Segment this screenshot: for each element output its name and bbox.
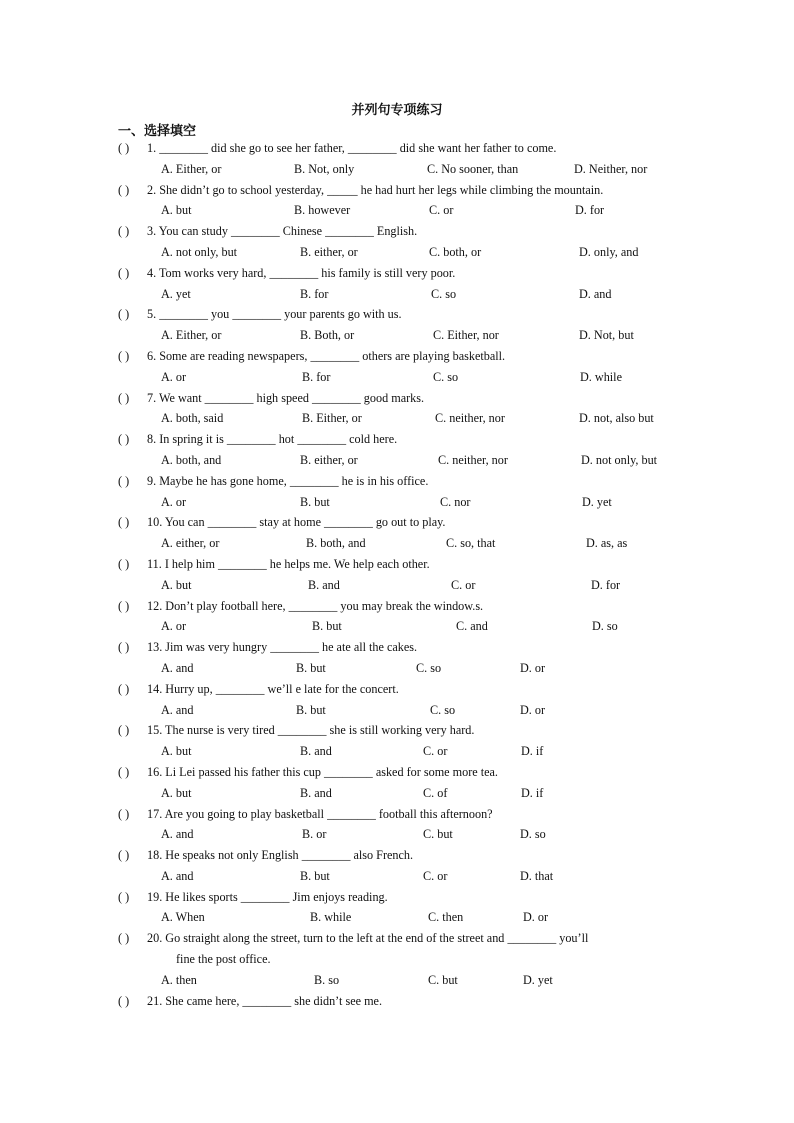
option-d[interactable]: D. not, also but bbox=[579, 411, 654, 426]
question-2 bbox=[118, 183, 688, 204]
option-d[interactable]: D. and bbox=[579, 286, 612, 301]
option-b[interactable]: B. both, and bbox=[306, 536, 366, 551]
page-title: 并列句专项练习 bbox=[351, 103, 443, 118]
question-stem: 14. Hurry up, ________ we’ll e late for the concert. bbox=[147, 681, 399, 696]
option-d[interactable]: D. so bbox=[520, 827, 546, 842]
options-row bbox=[118, 744, 688, 765]
question-stem: 8. In spring it is ________ hot ________ cold here. bbox=[147, 432, 398, 447]
option-b[interactable]: B. Not, only bbox=[294, 161, 355, 176]
question-stem: 2. She didn’t go to school yesterday, _____ he had hurt her legs while climbing the mountain. bbox=[147, 182, 604, 197]
option-d[interactable]: D. only, and bbox=[579, 244, 639, 259]
option-a[interactable]: A. but bbox=[161, 744, 192, 759]
options-row bbox=[118, 619, 688, 640]
question-list bbox=[118, 141, 688, 1014]
question-stem: 1. ________ did she go to see her father, ________ did she want her father to come. bbox=[147, 141, 557, 155]
options-row bbox=[118, 869, 688, 890]
option-b[interactable]: B. either, or bbox=[300, 452, 358, 467]
options-row bbox=[118, 203, 688, 224]
options-row bbox=[118, 370, 688, 391]
option-c[interactable]: C. neither, nor bbox=[435, 411, 505, 426]
option-d[interactable]: D. while bbox=[580, 369, 622, 384]
options-row bbox=[118, 162, 688, 183]
answer-blank[interactable]: ( ) bbox=[118, 993, 130, 1008]
options-row bbox=[118, 536, 688, 557]
answer-blank[interactable]: ( ) bbox=[118, 307, 130, 322]
answer-blank[interactable]: ( ) bbox=[118, 224, 130, 239]
option-b[interactable]: B. but bbox=[312, 619, 342, 634]
options-row bbox=[118, 910, 688, 931]
question-1 bbox=[118, 141, 688, 162]
question-stem: 15. The nurse is very tired ________ she is still working very hard. bbox=[147, 723, 475, 738]
option-c[interactable]: C. so bbox=[430, 702, 456, 717]
question-8 bbox=[118, 432, 688, 453]
option-d[interactable]: D. Neither, nor bbox=[574, 161, 648, 176]
answer-blank[interactable]: ( ) bbox=[118, 390, 130, 405]
answer-blank[interactable]: ( ) bbox=[118, 764, 130, 779]
option-b[interactable]: B. either, or bbox=[300, 244, 358, 259]
option-a[interactable]: A. and bbox=[161, 868, 194, 883]
option-d[interactable]: D. if bbox=[521, 785, 544, 800]
question-6 bbox=[118, 349, 688, 370]
option-b[interactable]: B. or bbox=[302, 827, 327, 842]
option-a[interactable]: A. and bbox=[161, 660, 194, 675]
answer-blank[interactable]: ( ) bbox=[118, 848, 130, 863]
options-row bbox=[118, 703, 688, 724]
question-stem: 4. Tom works very hard, ________ his family is still very poor. bbox=[147, 265, 456, 280]
options-row bbox=[118, 411, 688, 432]
option-a[interactable]: A. but bbox=[161, 785, 192, 800]
question-stem: 17. Are you going to play basketball ________ football this afternoon? bbox=[147, 806, 493, 821]
option-d[interactable]: D. or bbox=[520, 702, 546, 717]
option-b[interactable]: B. and bbox=[300, 785, 332, 800]
question-stem-continued: fine the post office. bbox=[176, 952, 271, 967]
option-b[interactable]: B. while bbox=[310, 910, 352, 925]
option-c[interactable]: C. then bbox=[428, 910, 464, 925]
answer-blank[interactable]: ( ) bbox=[118, 515, 130, 530]
question-7 bbox=[118, 391, 688, 412]
question-stem: 11. I help him ________ he helps me. We help each other. bbox=[147, 556, 430, 571]
answer-blank[interactable]: ( ) bbox=[118, 473, 130, 488]
options-row bbox=[118, 661, 688, 682]
option-a[interactable]: A. but bbox=[161, 577, 192, 592]
option-b[interactable]: B. but bbox=[300, 494, 330, 509]
options-row bbox=[118, 245, 688, 266]
options-row bbox=[118, 827, 688, 848]
option-a[interactable]: A. then bbox=[161, 972, 197, 987]
answer-blank[interactable]: ( ) bbox=[118, 265, 130, 280]
options-row bbox=[118, 453, 688, 474]
question-continuation bbox=[118, 952, 688, 973]
option-b[interactable]: B. and bbox=[308, 577, 340, 592]
option-a[interactable]: A. yet bbox=[161, 286, 191, 301]
question-20 bbox=[118, 931, 688, 952]
option-c[interactable]: C. but bbox=[428, 972, 458, 987]
option-a[interactable]: A. and bbox=[161, 827, 194, 842]
question-12 bbox=[118, 599, 688, 620]
answer-blank[interactable]: ( ) bbox=[118, 806, 130, 821]
option-a[interactable]: A. both, and bbox=[161, 452, 222, 467]
question-stem: 10. You can ________ stay at home ________ go out to play. bbox=[147, 515, 446, 530]
option-c[interactable]: C. or bbox=[451, 577, 476, 592]
question-9 bbox=[118, 474, 688, 495]
option-d[interactable]: D. that bbox=[520, 868, 554, 883]
question-stem: 13. Jim was very hungry ________ he ate all the cakes. bbox=[147, 640, 418, 655]
question-15 bbox=[118, 723, 688, 744]
option-a[interactable]: A. or bbox=[161, 369, 187, 384]
options-row bbox=[118, 328, 688, 349]
option-d[interactable]: D. for bbox=[575, 203, 605, 218]
option-d[interactable]: D. yet bbox=[523, 972, 553, 987]
question-16 bbox=[118, 765, 688, 786]
answer-blank[interactable]: ( ) bbox=[118, 141, 130, 155]
option-a[interactable]: A. either, or bbox=[161, 536, 220, 551]
option-c[interactable]: C. Either, nor bbox=[433, 328, 499, 343]
option-b[interactable]: B. so bbox=[314, 972, 340, 987]
option-c[interactable]: C. so bbox=[431, 286, 457, 301]
question-stem: 12. Don’t play football here, ________ you may break the window.s. bbox=[147, 598, 484, 613]
option-b[interactable]: B. but bbox=[300, 868, 330, 883]
question-11 bbox=[118, 557, 688, 578]
answer-blank[interactable]: ( ) bbox=[118, 556, 130, 571]
option-a[interactable]: A. When bbox=[161, 910, 205, 925]
option-a[interactable]: A. or bbox=[161, 494, 187, 509]
option-d[interactable]: D. Not, but bbox=[579, 328, 634, 343]
option-d[interactable]: D. not only, but bbox=[581, 452, 658, 467]
options-row bbox=[118, 786, 688, 807]
option-a[interactable]: A. Either, or bbox=[161, 328, 222, 343]
answer-blank[interactable]: ( ) bbox=[118, 348, 130, 363]
question-stem: 21. She came here, ________ she didn’t see me. bbox=[147, 993, 383, 1008]
question-stem: 18. He speaks not only English ________ also French. bbox=[147, 848, 414, 863]
option-c[interactable]: C. both, or bbox=[429, 244, 482, 259]
option-d[interactable]: D. so bbox=[592, 619, 618, 634]
question-stem: 19. He likes sports ________ Jim enjoys reading. bbox=[147, 889, 388, 904]
option-b[interactable]: B. but bbox=[296, 660, 326, 675]
answer-blank[interactable]: ( ) bbox=[118, 640, 130, 655]
option-d[interactable]: D. or bbox=[523, 910, 549, 925]
answer-blank[interactable]: ( ) bbox=[118, 182, 130, 197]
question-10 bbox=[118, 515, 688, 536]
question-stem: 5. ________ you ________ your parents go with us. bbox=[147, 307, 402, 322]
question-13 bbox=[118, 640, 688, 661]
question-14 bbox=[118, 682, 688, 703]
option-c[interactable]: C. or bbox=[423, 868, 448, 883]
answer-blank[interactable]: ( ) bbox=[118, 931, 130, 946]
question-stem: 3. You can study ________ Chinese ________ English. bbox=[147, 224, 418, 239]
answer-blank[interactable]: ( ) bbox=[118, 889, 130, 904]
option-c[interactable]: C. or bbox=[429, 203, 454, 218]
option-b[interactable]: B. however bbox=[294, 203, 351, 218]
answer-blank[interactable]: ( ) bbox=[118, 723, 130, 738]
question-stem: 20. Go straight along the street, turn to the left at the end of the street and ________ you’ll bbox=[147, 931, 589, 946]
option-a[interactable]: A. and bbox=[161, 702, 194, 717]
question-19 bbox=[118, 890, 688, 911]
options-row bbox=[118, 578, 688, 599]
question-21 bbox=[118, 994, 688, 1015]
option-c[interactable]: C. so, that bbox=[446, 536, 496, 551]
answer-blank[interactable]: ( ) bbox=[118, 432, 130, 447]
option-d[interactable]: D. yet bbox=[582, 494, 612, 509]
option-c[interactable]: C. neither, nor bbox=[438, 452, 508, 467]
question-stem: 7. We want ________ high speed ________ good marks. bbox=[147, 390, 425, 405]
question-stem: 9. Maybe he has gone home, ________ he is in his office. bbox=[147, 473, 429, 488]
option-a[interactable]: A. or bbox=[161, 619, 187, 634]
options-row bbox=[118, 495, 688, 516]
option-c[interactable]: C. or bbox=[423, 744, 448, 759]
option-b[interactable]: B. and bbox=[300, 744, 332, 759]
section-heading: 一、选择填空 bbox=[118, 124, 197, 139]
option-b[interactable]: B. for bbox=[300, 286, 329, 301]
option-c[interactable]: C. nor bbox=[440, 494, 471, 509]
option-b[interactable]: B. Either, or bbox=[302, 411, 362, 426]
option-b[interactable]: B. but bbox=[296, 702, 326, 717]
option-d[interactable]: D. for bbox=[591, 577, 621, 592]
question-stem: 16. Li Lei passed his father this cup ________ asked for some more tea. bbox=[147, 764, 498, 779]
option-c[interactable]: C. so bbox=[416, 660, 442, 675]
option-b[interactable]: B. Both, or bbox=[300, 328, 355, 343]
options-row bbox=[118, 287, 688, 308]
option-c[interactable]: C. of bbox=[423, 785, 448, 800]
option-a[interactable]: A. not only, but bbox=[161, 244, 238, 259]
option-c[interactable]: C. so bbox=[433, 369, 459, 384]
option-c[interactable]: C. but bbox=[423, 827, 453, 842]
option-a[interactable]: A. but bbox=[161, 203, 192, 218]
answer-blank[interactable]: ( ) bbox=[118, 681, 130, 696]
option-c[interactable]: C. No sooner, than bbox=[427, 161, 519, 176]
question-5 bbox=[118, 307, 688, 328]
option-b[interactable]: B. for bbox=[302, 369, 331, 384]
option-d[interactable]: D. as, as bbox=[586, 536, 628, 551]
option-d[interactable]: D. or bbox=[520, 660, 546, 675]
option-a[interactable]: A. both, said bbox=[161, 411, 224, 426]
question-18 bbox=[118, 848, 688, 869]
question-17 bbox=[118, 807, 688, 828]
answer-blank[interactable]: ( ) bbox=[118, 598, 130, 613]
option-c[interactable]: C. and bbox=[456, 619, 488, 634]
question-stem: 6. Some are reading newspapers, ________ others are playing basketball. bbox=[147, 348, 506, 363]
option-d[interactable]: D. if bbox=[521, 744, 544, 759]
question-4 bbox=[118, 266, 688, 287]
option-a[interactable]: A. Either, or bbox=[161, 161, 222, 176]
options-row bbox=[118, 973, 688, 994]
question-3 bbox=[118, 224, 688, 245]
